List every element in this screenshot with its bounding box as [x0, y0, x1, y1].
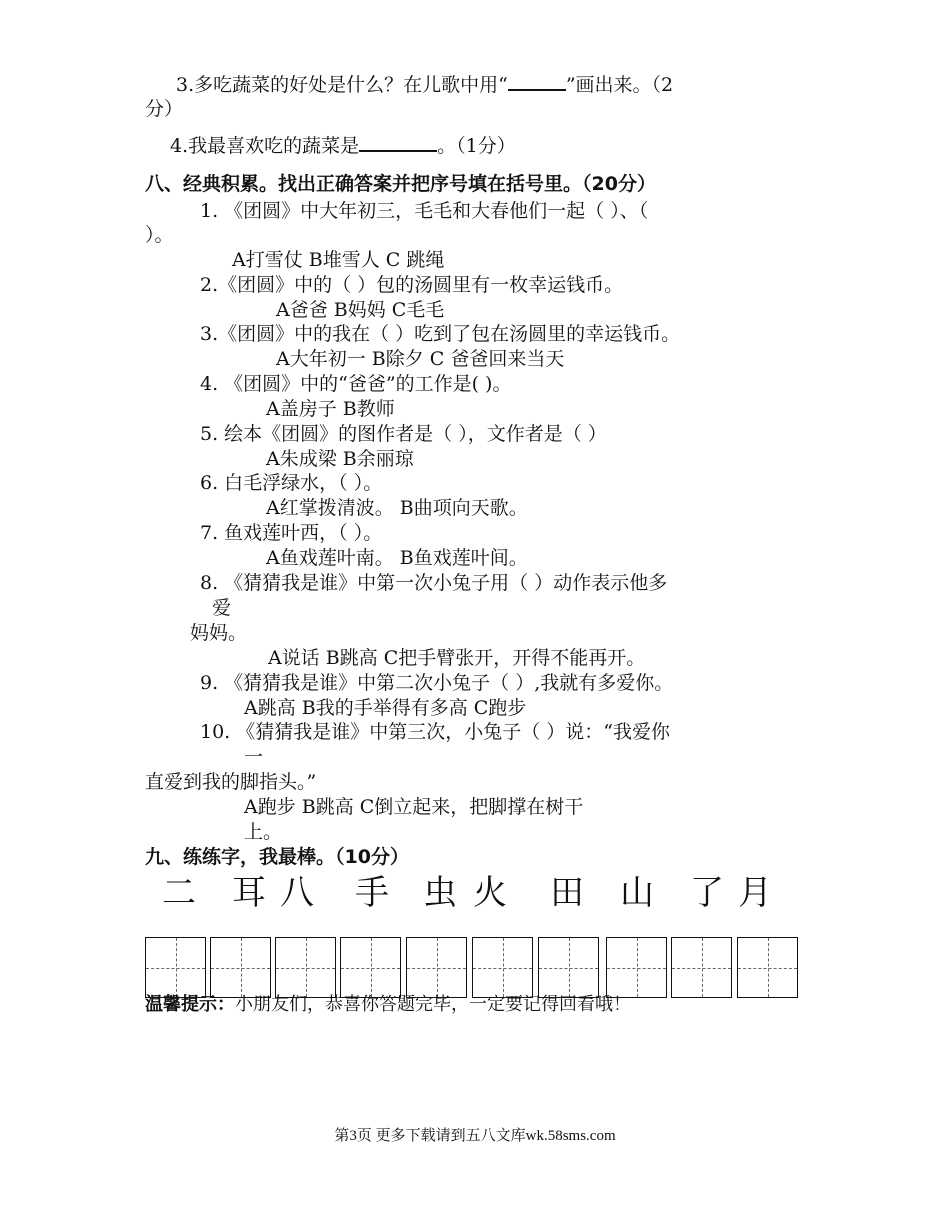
writing-grid	[0, 937, 950, 1001]
writing-box[interactable]	[340, 937, 401, 998]
writing-box[interactable]	[145, 937, 206, 998]
s8-q4-options: A盖房子 B教师	[266, 398, 395, 420]
page-footer: 第3页 更多下载请到五八文库wk.58sms.com	[334, 1128, 616, 1144]
practice-char: 田	[550, 873, 584, 913]
question-3-text: 3.多吃蔬菜的好处是什么？在儿歌中用“	[176, 74, 508, 96]
practice-char: 八	[280, 873, 314, 913]
s8-q3: 3.《团圆》中的我在（ ）吃到了包在汤圆里的幸运钱币。	[200, 323, 681, 345]
section-8-title: 八、经典积累。找出正确答案并把序号填在括号里。（20分）	[145, 173, 656, 195]
writing-box[interactable]	[210, 937, 271, 998]
s8-q8-options: A说话 B跳高 C把手臂张开，开得不能再开。	[268, 647, 646, 669]
writing-box[interactable]	[275, 937, 336, 998]
question-3	[176, 73, 673, 97]
s8-q5-options: A朱成梁 B余丽琼	[266, 448, 414, 470]
s8-q10-options-cont: 上。	[244, 821, 283, 843]
writing-box[interactable]	[671, 937, 732, 998]
writing-box[interactable]	[538, 937, 599, 998]
s8-q7: 7. 鱼戏莲叶西，（ ）。	[200, 522, 383, 544]
s8-q10-cont: 一	[244, 746, 264, 768]
practice-char: 耳	[232, 873, 266, 913]
writing-box[interactable]	[606, 937, 667, 998]
s8-q7-options: A鱼戏莲叶南。 B鱼戏莲叶间。	[266, 547, 528, 569]
practice-char: 了	[690, 873, 724, 913]
s8-q6-options: A红掌拨清波。 B曲项向天歌。	[266, 497, 528, 519]
s8-q1-cont: ）。	[145, 224, 174, 246]
s8-q1-options: A打雪仗 B堆雪人 C 跳绳	[232, 249, 445, 271]
question-4-text-end: 。（1分）	[437, 135, 516, 157]
writing-box[interactable]	[406, 937, 467, 998]
s8-q2: 2.《团圆》中的（ ）包的汤圆里有一枚幸运钱币。	[200, 274, 624, 296]
question-3-continuation: 分）	[145, 98, 184, 120]
writing-box[interactable]	[472, 937, 533, 998]
practice-char: 火	[473, 873, 507, 913]
s8-q6: 6. 白毛浮绿水，（ ）。	[200, 472, 383, 494]
question-4	[170, 134, 516, 158]
s8-q8-cont: 爱	[212, 597, 232, 619]
answer-blank[interactable]	[359, 134, 437, 152]
s8-q1: 1. 《团圆》中大年初三，毛毛和大春他们一起（ ）、（	[200, 200, 649, 222]
s8-q9: 9. 《猜猜我是谁》中第二次小兔子（ ）,我就有多爱你。	[200, 672, 674, 694]
question-4-text: 4.我最喜欢吃的蔬菜是	[170, 135, 360, 157]
section-9-title: 九、练练字，我最棒。（10分）	[145, 846, 409, 868]
practice-characters	[160, 868, 800, 918]
s8-q3-options: A大年初一 B除夕 C 爸爸回来当天	[276, 348, 565, 370]
warm-tip-text: 小朋友们，恭喜你答题完毕，一定要记得回看哦！	[235, 994, 631, 1015]
s8-q2-options: A爸爸 B妈妈 C毛毛	[276, 299, 445, 321]
s8-q4: 4. 《团圆》中的“爸爸”的工作是( )。	[200, 373, 512, 395]
s8-q9-options: A跳高 B我的手举得有多高 C跑步	[244, 697, 527, 719]
answer-blank[interactable]	[508, 73, 566, 91]
question-3-text-end: ”画出来。（2	[565, 74, 674, 96]
warm-tip-label: 温馨提示：	[145, 994, 235, 1015]
s8-q8: 8. 《猜猜我是谁》中第一次小兔子用（ ）动作表示他多	[200, 572, 668, 594]
s8-q10-cont2: 直爱到我的脚指头。”	[145, 771, 317, 793]
s8-q5: 5. 绘本《团圆》的图作者是（ ），文作者是（ ）	[200, 423, 607, 445]
s8-q10: 10. 《猜猜我是谁》中第三次，小兔子（ ）说：“我爱你	[200, 721, 671, 743]
practice-char: 手	[355, 873, 389, 913]
s8-q10-options: A跑步 B跳高 C倒立起来，把脚撑在树干	[244, 796, 584, 818]
s8-q8-cont2: 妈妈。	[190, 622, 248, 644]
practice-char: 山	[620, 873, 654, 913]
practice-char: 二	[162, 873, 196, 913]
writing-box[interactable]	[737, 937, 798, 998]
practice-char: 月	[738, 873, 772, 913]
warm-tip	[145, 993, 631, 1017]
practice-char: 虫	[423, 873, 457, 913]
